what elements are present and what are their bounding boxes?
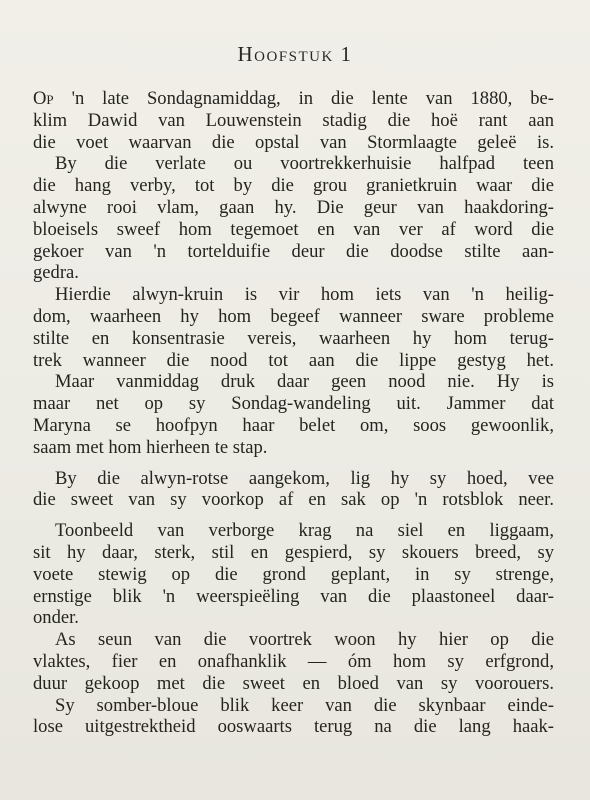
- text-line: Maryna se hoofpyn haar belet om, soos gewoonlik,: [33, 414, 554, 436]
- text-line: bloeisels sweef hom tegemoet en van ver af word die: [33, 218, 554, 240]
- paragraph: [33, 520, 554, 629]
- text-line: saam met hom hierheen te stap.: [33, 436, 268, 458]
- text-line: voete stewig op die grond geplant, in sy strenge,: [33, 563, 554, 585]
- text-line: dom, waarheen hy hom begeef wanneer sware probleme: [33, 305, 554, 327]
- paragraph: [33, 695, 554, 739]
- text-line: Toonbeeld van verborge krag na siel en liggaam,: [55, 520, 554, 542]
- text-line: As seun van die voortrek woon hy hier op die: [55, 629, 554, 651]
- text-line: By die alwyn-rotse aangekom, lig hy sy hoed, vee: [55, 467, 554, 489]
- text-line: By die verlate ou voortrekkerhuisie halfpad teen: [55, 153, 554, 175]
- text-line: die hang verby, tot by die grou granietkruin waar die: [33, 175, 554, 197]
- text-line: die sweet van sy voorkop af en sak op 'n rotsblok neer.: [33, 489, 554, 511]
- text-line: onder.: [33, 607, 79, 629]
- text-line: vlaktes, fier en onafhanklik — óm hom sy erfgrond,: [33, 650, 554, 672]
- paragraph: [33, 284, 554, 371]
- paragraph: [33, 153, 554, 284]
- text-line: klim Dawid van Louwenstein stadig die hoë rant aan: [33, 109, 554, 131]
- text-line: Op 'n late Sondagnamiddag, in die lente van 1880, be-: [33, 88, 554, 109]
- text-line: Sy somber-bloue blik keer van die skynbaar einde-: [55, 694, 554, 716]
- text-line: maar net op sy Sondag-wandeling uit. Jammer dat: [33, 393, 554, 415]
- text-line: sit hy daar, sterk, stil en gespierd, sy skouers breed, sy: [33, 541, 554, 563]
- text-line: gedra.: [33, 262, 79, 284]
- text-line: alwyne rooi vlam, gaan hy. Die geur van haakdoring-: [33, 196, 554, 218]
- body-text: [33, 88, 554, 747]
- paragraph: [33, 629, 554, 694]
- text-line: Hierdie alwyn-kruin is vir hom iets van 'n heilig-: [55, 284, 554, 306]
- paragraph: [33, 468, 554, 512]
- text-line: duur gekoop met die sweet en bloed van sy voorouers.: [33, 672, 554, 694]
- text-line: gekoer van 'n tortelduifie deur die doodse stilte aan-: [33, 240, 554, 262]
- text-line: Maar vanmiddag druk daar geen nood nie. Hy is: [55, 371, 554, 393]
- paragraph: [33, 88, 554, 153]
- paragraph: [33, 371, 554, 458]
- text-line: lose uitgestrektheid ooswaarts terug na die lang haak-: [33, 716, 554, 738]
- text-line: ernstige blik 'n weerspieëling van die plaastoneel daar-: [33, 585, 554, 607]
- chapter-heading: Hoofstuk 1: [237, 42, 353, 66]
- text-line: stilte en konsentrasie vereis, waarheen hy hom terug-: [33, 327, 554, 349]
- text-line: trek wanneer die nood tot aan die lippe gestyg het.: [33, 349, 554, 371]
- text-line: die voet waarvan die opstal van Stormlaagte geleë is.: [33, 131, 554, 153]
